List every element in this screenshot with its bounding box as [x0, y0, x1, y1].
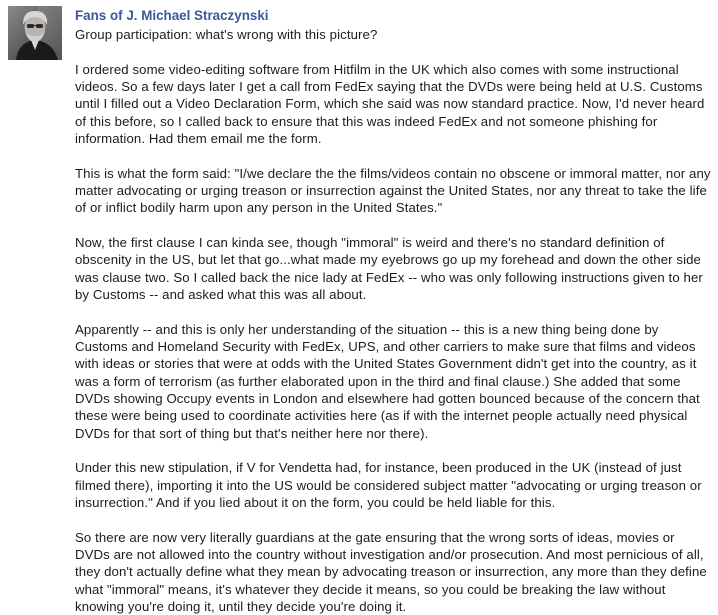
- post-paragraph: So there are now very literally guardians at the gate ensuring that the wrong sorts of ideas, movies or DVDs are not allowed into the country without investigation and/or prosecution. And most pernicious of all, they don't actually define what they mean by advocating treason or insurrection, any more than they define what "immoral" means, it's whatever they decide it means, so you could be breaking the law without knowing you're doing it, until they decide you're doing it.: [75, 529, 707, 615]
- avatar[interactable]: [8, 6, 62, 60]
- post-paragraph: Now, the first clause I can kinda see, though "immoral" is weird and there's no standard definition of obscenity in the US, but let that go...what made my eyebrows go up my forehead and down the other side was clause two. So I called back the nice lady at FedEx -- who was only following instructions given to her by Customs -- and asked what this was all about.: [75, 235, 703, 303]
- post-paragraph: I ordered some video-editing software from Hitfilm in the UK which also comes with some instructional videos. So a few days later I get a call from FedEx saying that the DVDs were being held at U.S. Customs until I filled out a Video Declaration Form, which she said was now standard practice. Now, I'd never heard of this before, so I called back to ensure that this was indeed FedEx and not someone phishing for information. Had them email me the form.: [75, 61, 705, 146]
- post-paragraph: Apparently -- and this is only her understanding of the situation -- this is a new thing being done by Customs and Homeland Security with FedEx, UPS, and other carriers to make sure that films and videos with ideas or stories that were at odds with the United States Government didn't get into the country, as it was a form of terrorism (as further elaborated upon in the third and final clause.) She added that some DVDs showing Occupy events in London and elsewhere had gotten bounced because of the concern that these were being used to coordinate activities here (as if with the internet people actually need physical DVDs for that sort of thing but that's neither here nor there).: [75, 321, 700, 441]
- post-content: [75, 7, 711, 615]
- author-name-link[interactable]: Fans of J. Michael Straczynski: [75, 8, 269, 23]
- post-paragraph: Under this new stipulation, if V for Vendetta had, for instance, been produced in the UK (instead of just filmed there), importing it into the US would be considered subject matter "advocating or urging treason or insurrection." And if you lied about it on the form, you could be held liable for this.: [75, 460, 702, 511]
- profile-photo-avatar-icon: [8, 6, 62, 60]
- post-paragraph: Group participation: what's wrong with this picture?: [75, 27, 378, 42]
- post-paragraph: This is what the form said: "I/we declare the the films/videos contain no obscene or immoral matter, nor any matter advocating or urging treason or insurrection against the United States, nor any threat to take the life of or inflict bodily harm upon any person in the United States.": [75, 165, 711, 216]
